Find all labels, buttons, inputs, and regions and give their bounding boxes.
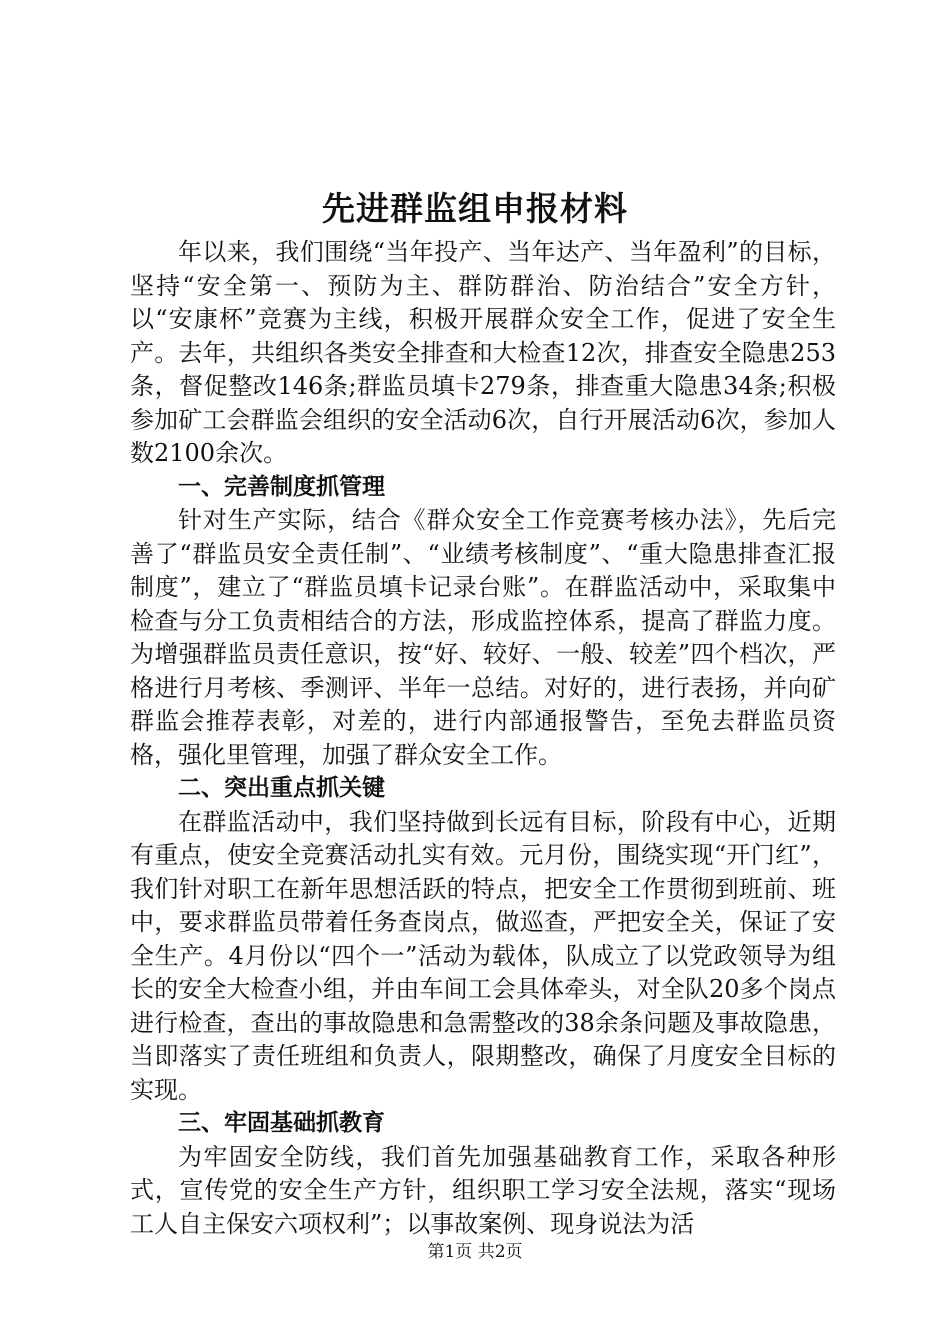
- intro-paragraph: 年以来，我们围绕“当年投产、当年达产、当年盈利”的目标，坚持“安全第一、预防为主、群防群治、防治结合”安全方针，以“安康杯”竞赛为主线，积极开展群众安全工作，促进了安全生产。去年，共组织各类安全排查和大检查12次，排查安全隐患253条，督促整改146条;群监员填卡279条，排查重大隐患34条;积极参加矿工会群监会组织的安全活动6次，自行开展活动6次，参加人数2100余次。: [130, 238, 836, 467]
- section-body-3: 为牢固安全防线，我们首先加强基础教育工作，采取各种形式，宣传党的安全生产方针，组织职工学习安全法规，落实“现场工人自主保安六项权利”；以事故案例、现身说法为活: [130, 1142, 836, 1238]
- section-heading-3: 三、牢固基础抓教育: [178, 1110, 385, 1136]
- section-heading-1: 一、完善制度抓管理: [178, 473, 385, 500]
- section-heading-2: 二、突出重点抓关键: [178, 775, 385, 801]
- document-title: 先进群监组申报材料: [322, 189, 628, 228]
- document-body: [130, 236, 836, 1241]
- page-footer: 第1页 共2页: [427, 1242, 523, 1262]
- section-body-1: 针对生产实际，结合《群众安全工作竞赛考核办法》，先后完善了“群监员安全责任制”、“业绩考核制度”、“重大隐患排查汇报制度”，建立了“群监员填卡记录台账”。在群监活动中，采取集中检查与分工负责相结合的方法，形成监控体系，提高了群监力度。为增强群监员责任意识，按“好、较好、一般、较差”四个档次，严格进行月考核、季测评、半年一总结。对好的，进行表扬，并向矿群监会推荐表彰，对差的，进行内部通报警告，至免去群监员资格，强化里管理，加强了群众安全工作。: [130, 506, 836, 769]
- section-body-2: 在群监活动中，我们坚持做到长远有目标，阶段有中心，近期有重点，使安全竞赛活动扎实有效。元月份，围绕实现“开门红”，我们针对职工在新年思想活跃的特点，把安全工作贯彻到班前、班中，要求群监员带着任务查岗点，做巡查，严把安全关，保证了安全生产。4月份以“四个一”活动为载体，队成立了以党政领导为组长的安全大检查小组，并由车间工会具体牵头，对全队20多个岗点进行检查，查出的事故隐患和急需整改的38余条问题及事故隐患，当即落实了责任班组和负责人，限期整改，确保了月度安全目标的实现。: [130, 807, 836, 1104]
